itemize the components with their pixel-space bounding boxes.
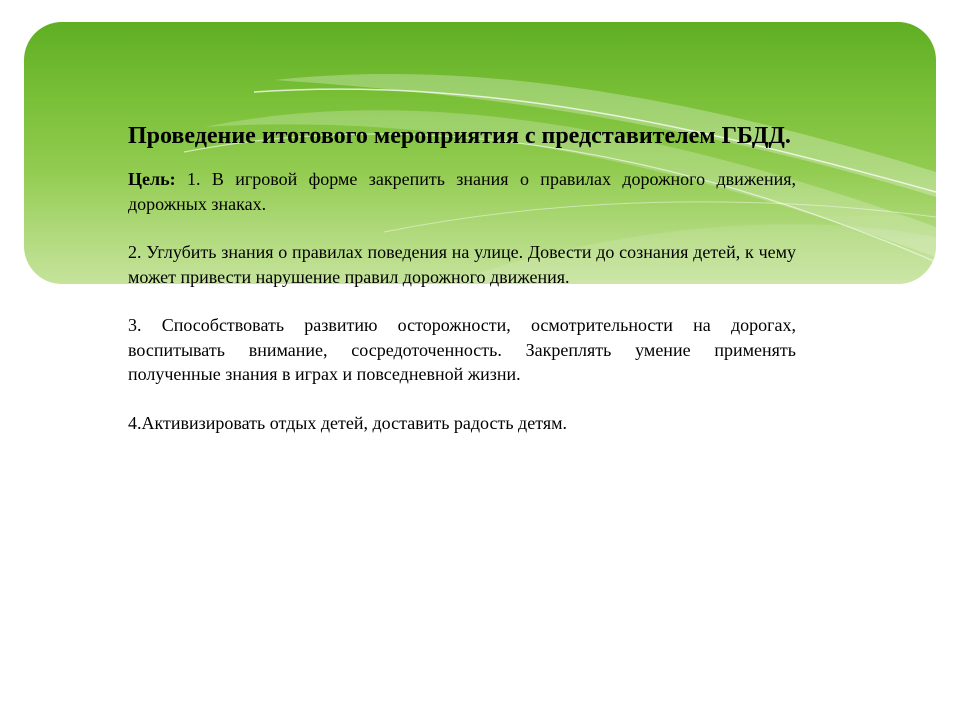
goal-item-4: 4.Активизировать отдых детей, доставить радость детям. xyxy=(128,412,568,433)
slide-text-content xyxy=(128,119,796,435)
slide-title: Проведение итогового мероприятия с представителем ГБДД. xyxy=(128,123,791,149)
goal-paragraph-1 xyxy=(128,167,796,216)
goal-paragraph-3 xyxy=(128,313,796,387)
goal-item-2: 2. Углубить знания о правилах поведения на улице. Довести до сознания детей, к чему может привести нарушение правил дорожного движения. xyxy=(128,242,796,287)
goal-item-1: 1. В игровой форме закрепить знания о правилах дорожного движения, дорожных знаках. xyxy=(128,169,797,214)
goal-paragraph-4 xyxy=(128,411,796,436)
goal-item-3: 3. Способствовать развитию осторожности, осмотрительности на дорогах, воспитывать внимание, сосредоточенность. Закреплять умение применять полученные знания в играх и повседневной жизни. xyxy=(128,315,796,384)
goal-label: Цель: xyxy=(128,169,176,189)
goal-paragraph-2 xyxy=(128,240,796,289)
